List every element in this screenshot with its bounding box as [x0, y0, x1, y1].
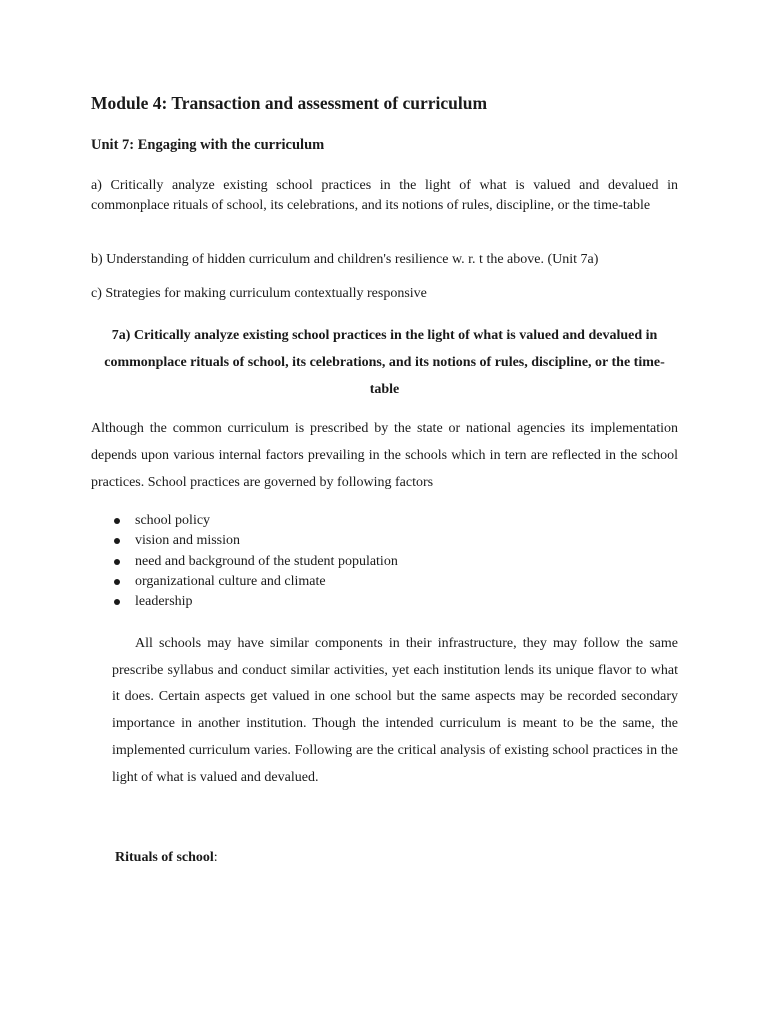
bullet-icon	[114, 579, 120, 585]
objective-c: c) Strategies for making curriculum contextually responsive	[91, 286, 427, 301]
factor-label: school policy	[135, 513, 211, 528]
rituals-colon: :	[213, 850, 218, 865]
objective-b: b) Understanding of hidden curriculum and children's resilience w. r. t the above. (Unit 7a)	[91, 252, 599, 267]
section-heading-7a: 7a) Critically analyze existing school practices in the light of what is valued and devalued in commonplace rituals of school, its celebrations, and its notions of rules, discipline, or the time-table	[104, 328, 665, 397]
list-item	[110, 511, 398, 531]
rituals-heading	[115, 850, 218, 866]
list-item	[110, 552, 398, 572]
list-item	[110, 592, 398, 612]
list-item	[110, 531, 398, 551]
bullet-icon	[114, 599, 120, 605]
bullet-icon	[114, 518, 120, 524]
factors-list	[110, 511, 398, 612]
factor-label: organizational culture and climate	[135, 573, 326, 589]
module-title: Module 4: Transaction and assessment of curriculum	[91, 93, 488, 113]
analysis-paragraph: All schools may have similar components in their infrastructure, they may follow the same prescribe syllabus and conduct similar activities, yet each institution lends its unique flavor to what it does. Certain aspects get valued in one school but the same aspects may be recorded secondary importance in another institution. Though the intended curriculum is meant to be the same, the implemented curriculum varies. Following are the critical analysis of existing school practices in the light of what is valued and devalued.	[112, 636, 678, 785]
bullet-icon	[114, 559, 120, 565]
unit-title: Unit 7: Engaging with the curriculum	[91, 137, 325, 153]
list-item	[110, 572, 398, 592]
factor-label: leadership	[135, 594, 193, 610]
bullet-icon	[114, 538, 120, 544]
rituals-heading-text: Rituals of school	[115, 850, 214, 865]
objective-a: a) Critically analyze existing school practices in the light of what is valued and devalued in commonplace rituals of school, its celebrations, and its notions of rules, discipline, or the time-table	[91, 178, 678, 213]
factor-label: vision and mission	[135, 533, 241, 549]
factor-label: need and background of the student population	[135, 553, 398, 569]
intro-paragraph: Although the common curriculum is prescribed by the state or national agencies its implementation depends upon various internal factors prevailing in the schools which in tern are reflected in the school practices. School practices are governed by following factors	[91, 421, 678, 490]
